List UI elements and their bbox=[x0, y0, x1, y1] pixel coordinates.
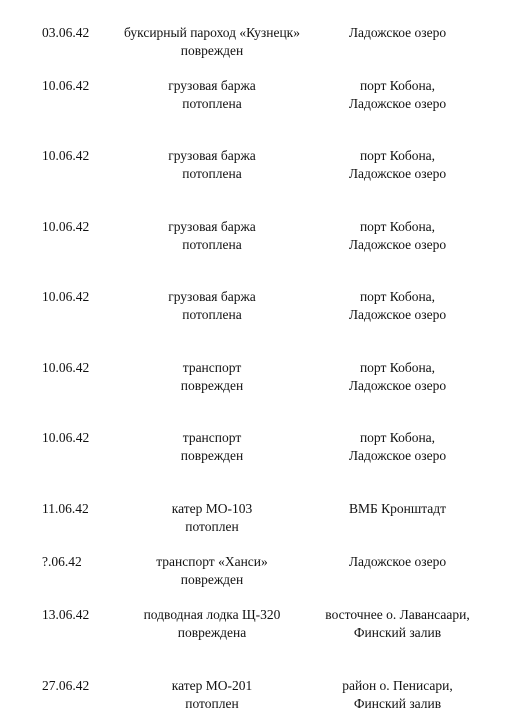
place-line: Ладожское озеро bbox=[348, 96, 447, 111]
date-cell: 10.06.42 bbox=[42, 360, 90, 375]
event-line: подводная лодка Щ-320 bbox=[143, 607, 281, 622]
place-line: Ладожское озеро bbox=[348, 166, 447, 181]
place-cell bbox=[300, 288, 495, 324]
place-line: порт Кобона, bbox=[359, 219, 436, 234]
event-line: потоплена bbox=[182, 237, 242, 252]
event-cell bbox=[112, 288, 312, 324]
place-line: порт Кобона, bbox=[359, 430, 436, 445]
date-cell: 10.06.42 bbox=[42, 219, 90, 234]
place-line: Ладожское озеро bbox=[348, 448, 447, 463]
event-line: грузовая баржа bbox=[168, 289, 256, 304]
date-cell: 10.06.42 bbox=[42, 430, 90, 445]
event-line: катер МО-201 bbox=[171, 678, 253, 693]
place-line: ВМБ Кронштадт bbox=[348, 501, 447, 516]
event-cell bbox=[112, 147, 312, 183]
event-line: поврежден bbox=[180, 378, 244, 393]
event-line: транспорт bbox=[182, 360, 242, 375]
event-line: транспорт «Ханси» bbox=[156, 554, 268, 569]
event-cell bbox=[112, 218, 312, 254]
event-line: повреждена bbox=[177, 625, 247, 640]
date-cell: 03.06.42 bbox=[42, 25, 90, 40]
place-line: район о. Пенисари, bbox=[342, 678, 453, 693]
event-cell bbox=[112, 429, 312, 465]
place-cell bbox=[300, 553, 495, 571]
place-cell bbox=[300, 77, 495, 113]
event-line: катер МО-103 bbox=[171, 501, 253, 516]
event-line: потоплена bbox=[182, 166, 242, 181]
event-line: поврежден bbox=[180, 448, 244, 463]
place-cell bbox=[300, 677, 495, 713]
date-cell: 13.06.42 bbox=[42, 607, 90, 622]
event-cell bbox=[112, 359, 312, 395]
place-line: Финский залив bbox=[353, 625, 442, 640]
event-cell bbox=[112, 606, 312, 642]
date-cell: 10.06.42 bbox=[42, 78, 90, 93]
place-line: Ладожское озеро bbox=[348, 554, 447, 569]
event-line: потоплен bbox=[185, 696, 239, 711]
event-line: транспорт bbox=[182, 430, 242, 445]
event-line: поврежден bbox=[180, 572, 244, 587]
place-cell bbox=[300, 147, 495, 183]
date-cell: 27.06.42 bbox=[42, 678, 90, 693]
event-cell bbox=[112, 24, 312, 60]
place-line: Ладожское озеро bbox=[348, 25, 447, 40]
place-cell bbox=[300, 429, 495, 465]
place-line: порт Кобона, bbox=[359, 360, 436, 375]
place-cell bbox=[300, 359, 495, 395]
event-line: поврежден bbox=[180, 43, 244, 58]
event-line: буксирный пароход «Кузнецк» bbox=[124, 25, 300, 40]
place-line: Финский залив bbox=[353, 696, 442, 711]
place-line: Ладожское озеро bbox=[348, 378, 447, 393]
event-line: грузовая баржа bbox=[168, 148, 256, 163]
place-line: Ладожское озеро bbox=[348, 307, 447, 322]
place-cell bbox=[300, 606, 495, 642]
event-line: грузовая баржа bbox=[168, 219, 256, 234]
place-line: порт Кобона, bbox=[359, 148, 436, 163]
date-cell: 11.06.42 bbox=[42, 501, 89, 516]
date-cell: ?.06.42 bbox=[42, 554, 82, 569]
event-line: потоплена bbox=[182, 96, 242, 111]
event-line: потоплен bbox=[185, 519, 239, 534]
event-line: потоплена bbox=[182, 307, 242, 322]
event-cell bbox=[112, 500, 312, 536]
place-line: восточнее о. Лавансаари, bbox=[325, 607, 470, 622]
place-cell bbox=[300, 500, 495, 518]
date-cell: 10.06.42 bbox=[42, 289, 90, 304]
event-line: грузовая баржа bbox=[168, 78, 256, 93]
place-cell bbox=[300, 24, 495, 42]
place-cell bbox=[300, 218, 495, 254]
place-line: порт Кобона, bbox=[359, 78, 436, 93]
place-line: порт Кобона, bbox=[359, 289, 436, 304]
date-cell: 10.06.42 bbox=[42, 148, 90, 163]
event-cell bbox=[112, 553, 312, 589]
place-line: Ладожское озеро bbox=[348, 237, 447, 252]
event-cell bbox=[112, 677, 312, 713]
event-cell bbox=[112, 77, 312, 113]
